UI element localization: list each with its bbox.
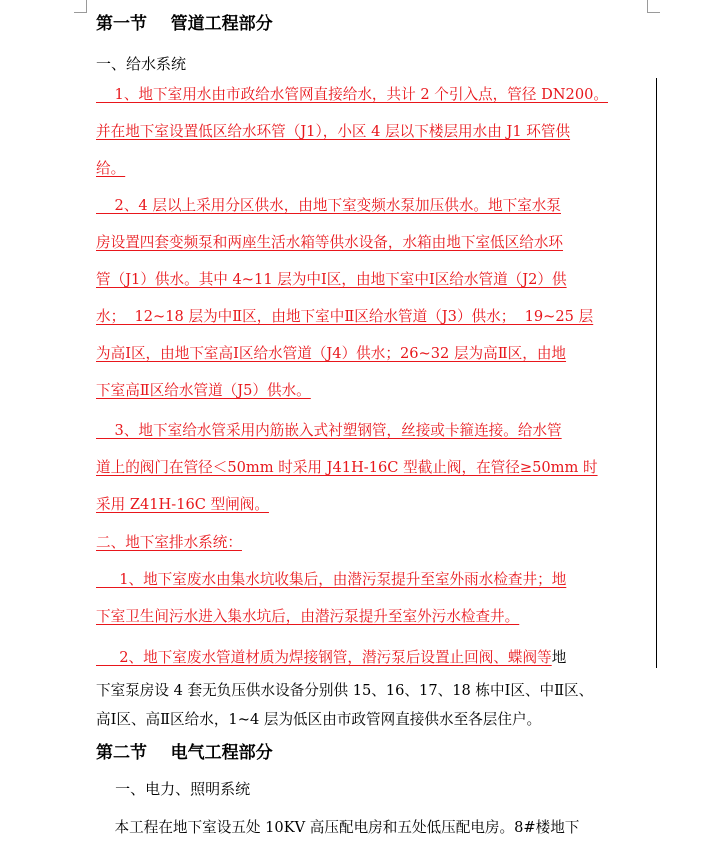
para4-line2: 下室卫生间污水进入集水坑后，由潜污泵提升至室外污水检查井。: [96, 608, 520, 625]
para2-line4: 水； 12~18 层为中Ⅱ区，由地下室中Ⅱ区给水管道（J3）供水； 19~25 层: [96, 308, 594, 325]
para5-original-text: 地: [551, 649, 567, 666]
section2-para1-line1: 本工程在地下室设五处 10KV 高压配电房和五处低压配电房。8#楼地下: [96, 819, 580, 836]
para3-line2: 道上的阀门在管径＜50mm 时采用 J41H-16C 型截止阀，在管径≥50mm 时: [96, 459, 598, 476]
section-2-title: 第二节 电气工程部分: [96, 743, 273, 763]
para2-line2: 房设置四套变频泵和两座生活水箱等供水设备，水箱由地下室低区给水环: [96, 234, 564, 251]
para2-line3: 管（J1）供水。其中 4~11 层为中Ⅰ区，由地下室中Ⅰ区给水管道（J2）供: [96, 271, 567, 288]
para2-line1: 2、4 层以上采用分区供水，由地下室变频水泵加压供水。地下室水泵: [96, 197, 561, 214]
para2-line6: 下室高Ⅱ区给水管道（J5）供水。: [96, 382, 311, 399]
para2-line5: 为高Ⅰ区，由地下室高Ⅰ区给水管道（J4）供水；26~32 层为高Ⅱ区，由地: [96, 345, 567, 362]
para3-line1: 3、地下室给水管采用内筋嵌入式衬塑钢管，丝接或卡箍连接。给水管: [96, 422, 562, 439]
drainage-subheading: 二、地下室排水系统：: [96, 534, 242, 551]
para5-line1: [96, 645, 566, 671]
para1-line1: 1、地下室用水由市政给水管网直接给水，共计 2 个引入点，管径 DN200。: [96, 86, 608, 103]
power-lighting-subheading: 一、电力、照明系统: [96, 780, 251, 798]
page-corner-mark-left: [74, 0, 87, 13]
water-supply-subheading: 一、给水系统: [96, 55, 187, 73]
para4-line1: 1、地下室废水由集水坑收集后，由潜污泵提升至室外雨水检查井；地: [96, 571, 567, 588]
para1-line3: 给。: [96, 160, 126, 177]
section-1-title: 第一节 管道工程部分: [96, 14, 273, 34]
revision-bar: [656, 78, 657, 668]
page-corner-mark-right: [647, 0, 660, 13]
para1-line2: 并在地下室设置低区给水环管（J1），小区 4 层以下楼层用水由 J1 环管供: [96, 123, 571, 140]
para5-line2: 下室泵房设 4 套无负压供水设备分别供 15、16、17、18 栋中Ⅰ区、中Ⅱ区、: [96, 682, 594, 699]
para5-inserted-text: 2、地下室废水管道材质为焊接钢管，潜污泵后设置止回阀、蝶阀等: [96, 649, 552, 666]
para5-line3: 高Ⅰ区、高Ⅱ区给水，1~4 层为低区由市政管网直接供水至各层住户。: [96, 711, 542, 728]
para3-line3: 采用 Z41H-16C 型闸阀。: [96, 496, 269, 513]
